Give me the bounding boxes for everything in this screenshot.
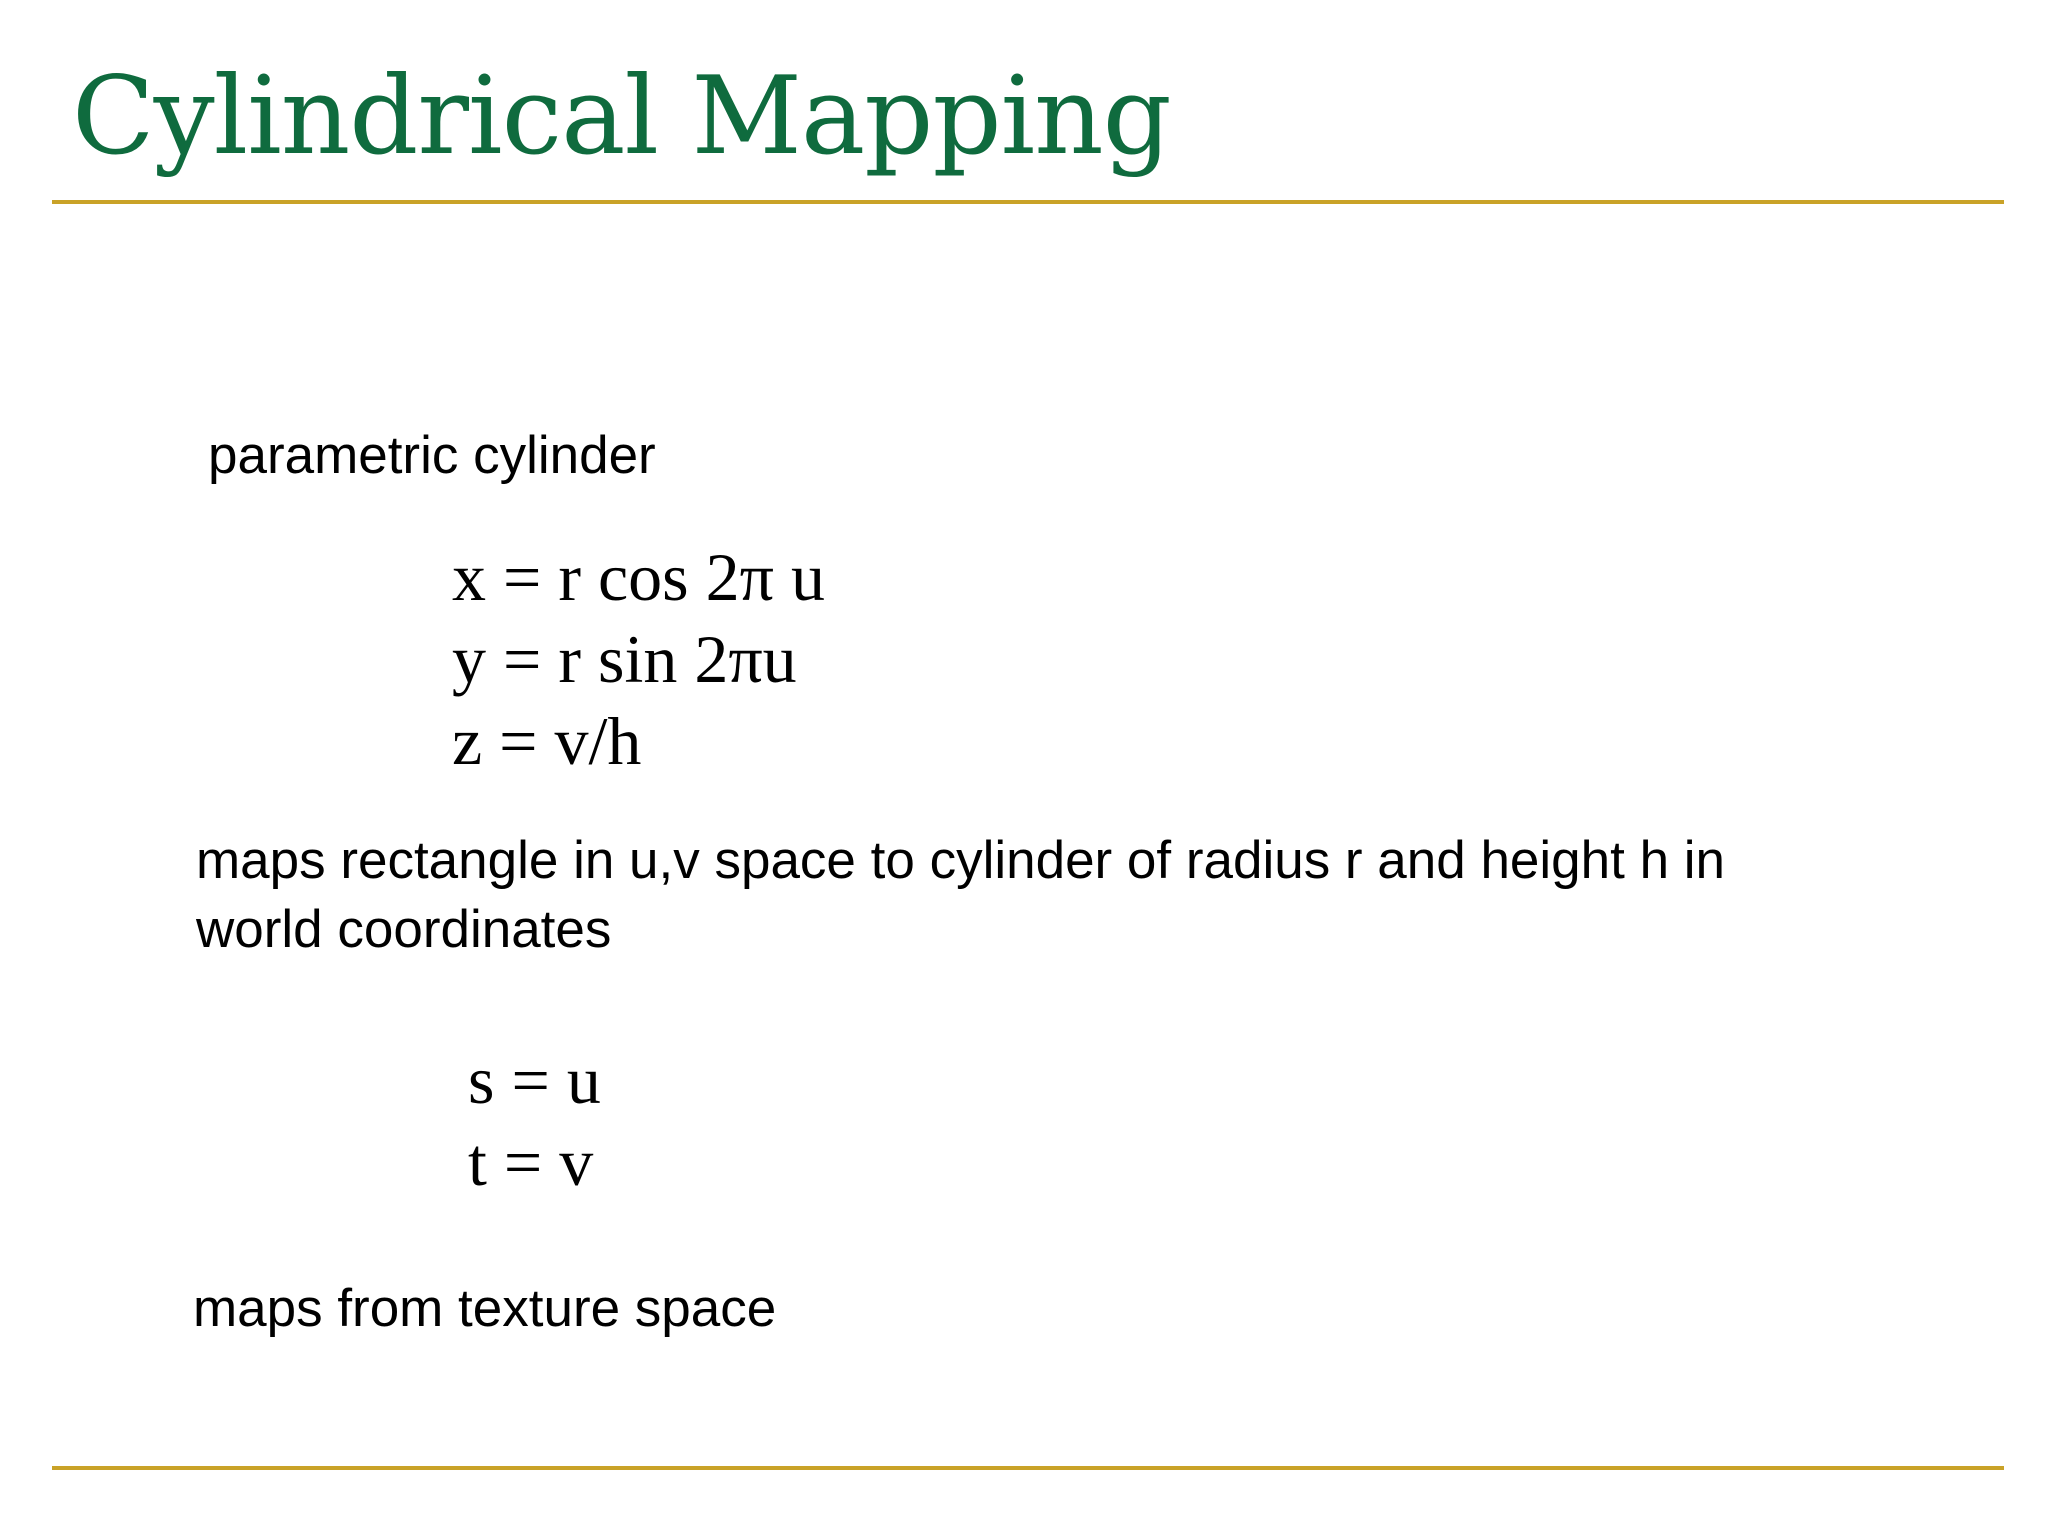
slide-title: Cylindrical Mapping — [72, 54, 1171, 179]
description-line-1: maps rectangle in u,v space to cylinder of radius r and height h in — [196, 831, 1726, 890]
st-equations — [468, 1039, 601, 1203]
title-underline — [52, 200, 2004, 204]
equation-x: x = r cos 2π u — [452, 539, 825, 615]
equation-y: y = r sin 2πu — [452, 621, 797, 697]
description-line-2: world coordinates — [196, 900, 612, 959]
equation-z: z = v/h — [452, 703, 642, 779]
intro-label: parametric cylinder — [208, 426, 656, 485]
footer-rule — [52, 1466, 2004, 1470]
equation-t: t = v — [468, 1124, 594, 1200]
description — [196, 826, 1725, 964]
xyz-equations — [452, 536, 825, 782]
equation-s: s = u — [468, 1042, 601, 1118]
closing-label: maps from texture space — [193, 1279, 777, 1338]
